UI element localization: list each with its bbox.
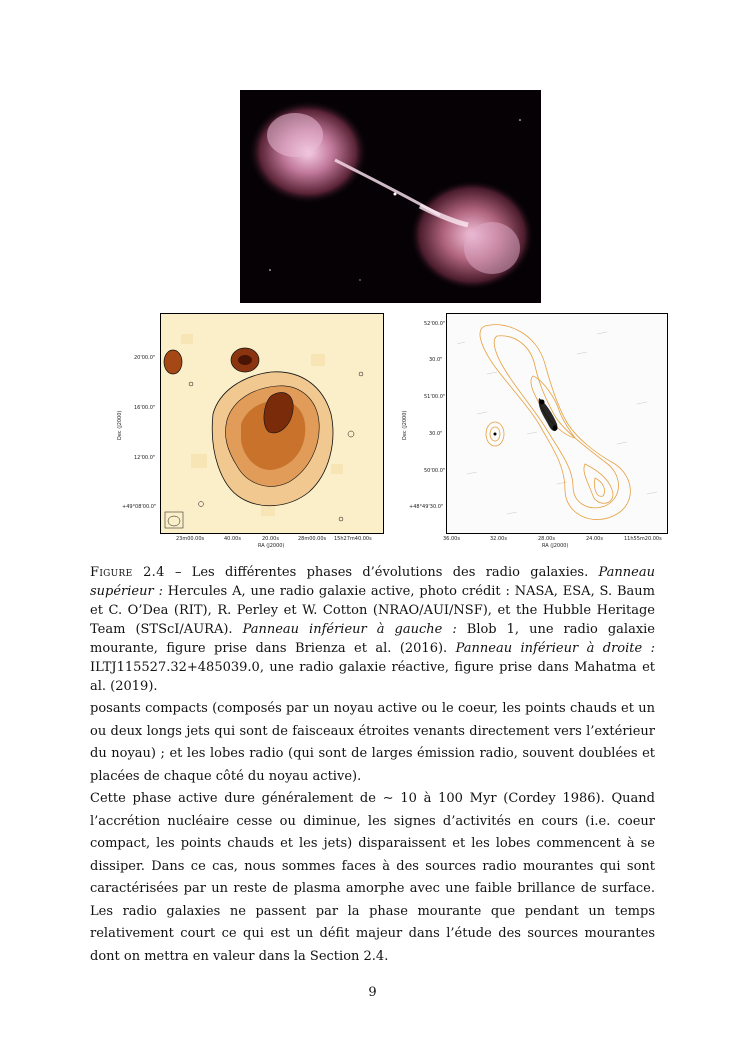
paragraph: Cette phase active dure généralement de ∼ 10 à 100 Myr (Cordey 1986). Quand l’accrétion nucléaire cesse ou diminue, les signes d’activités en cours (i.e. coeur compact, les points chauds et les jets) disparaissent et les lobes commencent à se dissiper. Dans ce cas, nous sommes faces à des sources radio mourantes qui sont caractérisées par un reste de plasma amorphe avec une faible brillance de surface. Les radio galaxies ne passent par la phase mourante que pendant un temps relativement court ce qui est un défit majeur dans l’étude des sources mourantes dont on mettra en valeur dans la Section 2.4. <box>90 791 655 964</box>
left-y-tick: 12'00.0" <box>134 455 156 461</box>
right-y-axis-label: Dec (J2000) <box>402 410 408 440</box>
caption-dash: – <box>164 565 192 580</box>
caption-text: Les différentes phases d’évolutions des radio galaxies. <box>191 565 599 580</box>
right-y-tick: +48°49'30.0" <box>409 504 444 510</box>
paragraph: posants compacts (composés par un noyau active ou le coeur, les points chauds et un ou deux longs jets qui sont de faisceaux étroites venants directement vers l’extérieur du noyau) ; et les lobes radio (qui sont de larges émission radio, souvent doublées et placées de chaque côté du noyau active). <box>90 701 655 784</box>
left-y-tick: +49°08'00.0" <box>122 504 157 510</box>
right-x-tick: 24.00s <box>586 536 603 542</box>
left-x-tick: 20.00s <box>262 536 279 542</box>
right-x-tick: 36.00s <box>443 536 460 542</box>
hercules-a-image <box>240 90 541 303</box>
page-number: 9 <box>368 985 377 1000</box>
left-x-tick: 40.00s <box>224 536 241 542</box>
body-text <box>90 698 655 968</box>
right-y-tick: 52'00.0" <box>424 321 446 327</box>
right-x-tick: 32.00s <box>490 536 507 542</box>
figure-caption <box>90 563 655 696</box>
right-y-tick: 51'00.0" <box>424 394 446 400</box>
right-y-tick: 30.0" <box>429 431 443 437</box>
right-x-axis-label: RA (J2000) <box>542 543 569 549</box>
blob1-radio-map <box>160 313 384 534</box>
left-x-axis-label: RA (J2000) <box>258 543 285 549</box>
left-x-tick: 15h27m40.00s <box>334 536 372 542</box>
caption-text: Hercules A, une radio galaxie active, photo crédit : NASA, ESA, S. Baum et C. O’Dea (RIT), R. Perley et W. Cotton (NRAO/AUI/NSF), et the Hubble Heritage Team (STScI/AURA). <box>90 584 655 637</box>
caption-panel-left-label: Panneau inférieur à gauche : <box>242 622 457 637</box>
right-y-tick: 30.0" <box>429 357 443 363</box>
left-x-tick: 23m00.00s <box>176 536 205 542</box>
left-y-tick: 16'00.0" <box>134 405 156 411</box>
caption-text: ILTJ115527.32+485039.0, une radio galaxie réactive, figure prise dans Mahatma et al. (2019). <box>90 660 655 694</box>
right-y-tick: 50'00.0" <box>424 468 446 474</box>
caption-panel-top-label: Panneau supérieur : <box>90 565 655 599</box>
right-x-tick: 11h55m20.00s <box>624 536 662 542</box>
right-x-tick: 28.00s <box>538 536 555 542</box>
figure-label: Figure 2.4 <box>90 565 165 580</box>
left-x-tick: 28m00.00s <box>298 536 327 542</box>
left-y-axis-label: Dec (J2000) <box>117 410 123 440</box>
iltj-radio-map <box>446 313 668 534</box>
left-y-tick: 20'00.0" <box>134 355 156 361</box>
caption-text: Blob 1, une radio galaxie mourante, figure prise dans Brienza et al. (2016). <box>90 622 655 656</box>
caption-panel-right-label: Panneau inférieur à droite : <box>455 641 655 656</box>
